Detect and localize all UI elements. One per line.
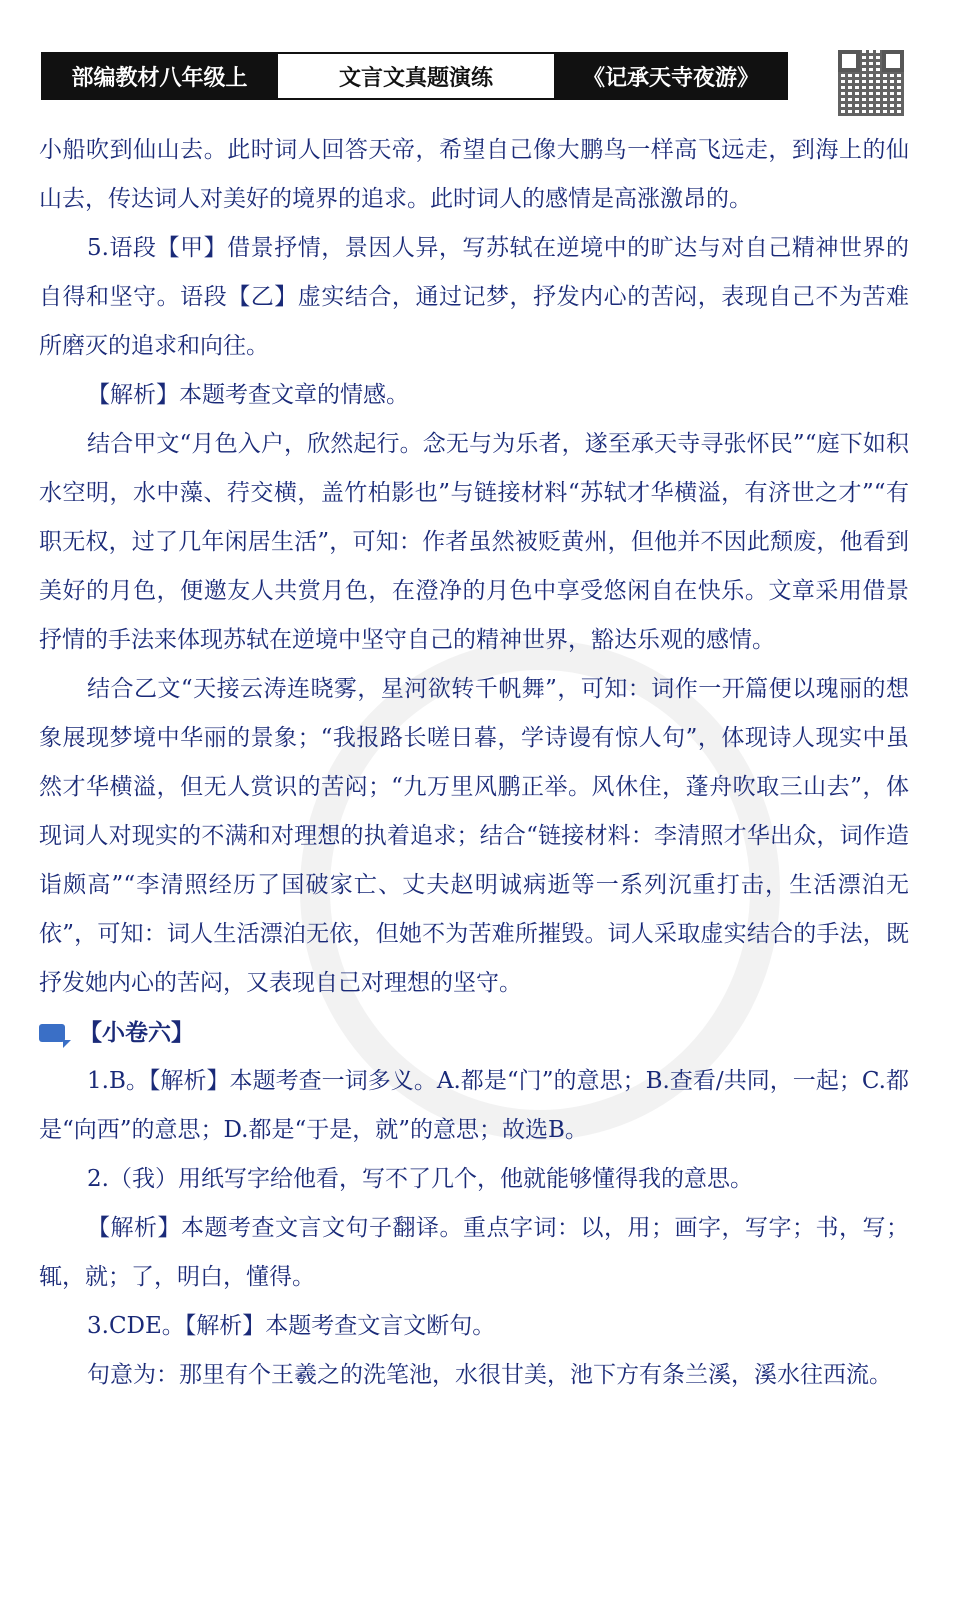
header-lesson: 《记承天寺夜游》 — [556, 54, 786, 98]
paragraph: 3.CDE。【解析】本题考查文言文断句。 — [87, 1313, 496, 1339]
paragraph: 5.语段【甲】借景抒情，景因人异，写苏轼在逆境中的旷达与对自己精神世界的自得和坚守。语段【乙】虚实结合，通过记梦，抒发内心的苦闷，表现自己不为苦难所磨灭的追求和向往。 — [39, 235, 909, 359]
qr-code — [838, 50, 904, 116]
paragraph: 【解析】本题考查文言文句子翻译。重点字词：以，用；画字，写字；书，写；辄，就；了，明白，懂得。 — [39, 1215, 909, 1290]
page-header — [41, 52, 788, 100]
header-subject: 文言文真题演练 — [276, 54, 556, 98]
answer-content — [39, 126, 909, 1400]
paragraph: 结合甲文“月色入户，欣然起行。念无与为乐者，遂至承天寺寻张怀民”“庭下如积水空明，水中藻、荇交横，盖竹柏影也”与链接材料“苏轼才华横溢，有济世之才”“有职无权，过了几年闲居生活”，可知：作者虽然被贬黄州，但他并不因此颓废，他看到美好的月色，便邀友人共赏月色，在澄净的月色中享受悠闲自在快乐。文章采用借景抒情的手法来体现苏轼在逆境中坚守自己的精神世界，豁达乐观的感情。 — [39, 431, 909, 653]
paragraph: 2.（我）用纸写字给他看，写不了几个，他就能够懂得我的意思。 — [87, 1166, 753, 1192]
flag-icon — [39, 1024, 65, 1042]
section-title: 【小卷六】 — [79, 1019, 194, 1046]
paragraph: 【解析】本题考查文章的情感。 — [87, 382, 409, 408]
paragraph: 句意为：那里有个王羲之的洗笔池，水很甘美，池下方有条兰溪，溪水往西流。 — [87, 1362, 892, 1388]
header-grade: 部编教材八年级上 — [43, 54, 276, 98]
paragraph: 结合乙文“天接云涛连晓雾，星河欲转千帆舞”，可知：词作一开篇便以瑰丽的想象展现梦境中华丽的景象；“我报路长嗟日暮，学诗谩有惊人句”，体现诗人现实中虽然才华横溢，但无人赏识的苦闷；“九万里风鹏正举。风休住，蓬舟吹取三山去”，体现词人对现实的不满和对理想的执着追求；结合“链接材料：李清照才华出众，词作造诣颇高”“李清照经历了国破家亡、丈夫赵明诚病逝等一系列沉重打击，生活漂泊无依”，可知：词人生活漂泊无依，但她不为苦难所摧毁。词人采取虚实结合的手法，既抒发她内心的苦闷，又表现自己对理想的坚守。 — [39, 676, 909, 996]
paragraph: 小船吹到仙山去。此时词人回答天帝，希望自己像大鹏鸟一样高飞远走，到海上的仙山去，传达词人对美好的境界的追求。此时词人的感情是高涨激昂的。 — [39, 137, 909, 212]
paragraph: 1.B。【解析】本题考查一词多义。A.都是“门”的意思；B.查看/共同，一起；C.都是“向西”的意思；D.都是“于是，就”的意思；故选B。 — [39, 1068, 909, 1143]
section-heading — [39, 1008, 909, 1057]
